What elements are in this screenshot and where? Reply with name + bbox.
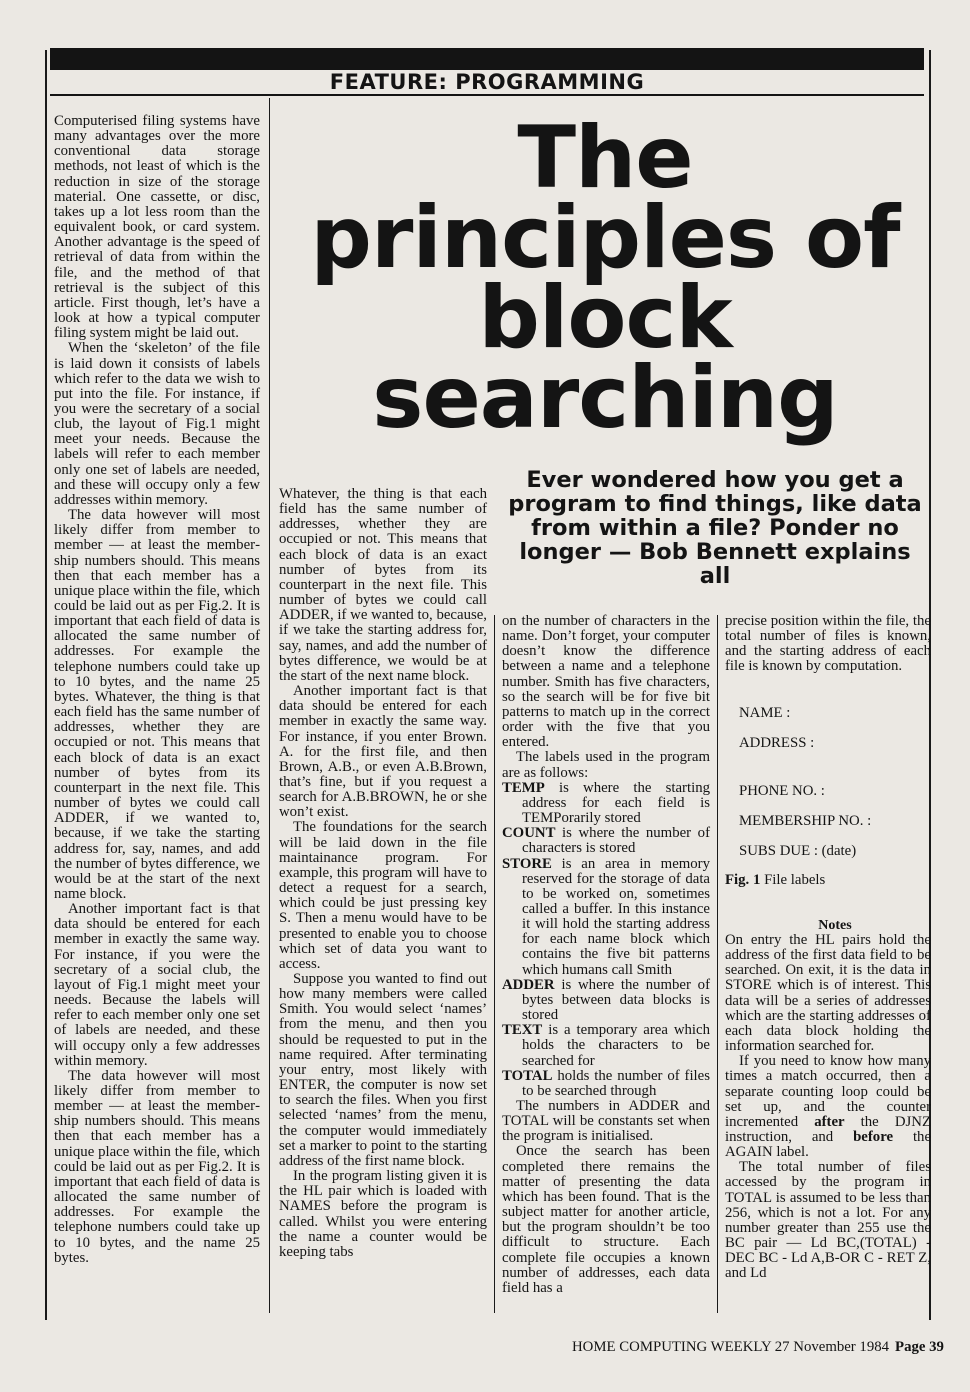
label-desc: is where the starting address for each field is TEMPorarily stored — [522, 779, 711, 827]
form-label: MEMBERSHIP NO. : — [739, 812, 872, 829]
page-number: Page 39 — [895, 1339, 944, 1355]
text-run: If you need to know how many times a match occurred, then a separate counting loop could be set up, and the counter incremented — [725, 1053, 931, 1130]
column-rule-2 — [494, 615, 495, 1313]
form-label: SUBS DUE : (date) — [739, 842, 857, 859]
label-desc: is where the number of bytes between data blocks is stored — [522, 976, 710, 1024]
label-definition — [502, 1023, 710, 1068]
emphasis: after — [814, 1113, 845, 1130]
form-label: ADDRESS : — [739, 734, 815, 751]
label-definition — [502, 826, 710, 856]
column-rule-1 — [269, 98, 270, 1313]
paragraph: When the ‘skeleton’ of the file is laid down it consists of labels which refer to the data we wish to put into the file. For instance, if you were the secretary of a social club, the layout of Fig.1 might meet your needs. Because the labels will refer to each member only one set of labels are needed, and these will occupy only a few addresses within memory. — [54, 340, 260, 508]
paragraph: The labels used in the program are as follows: — [502, 749, 710, 781]
column-2 — [279, 487, 487, 1260]
section-header: FEATURE: PROGRAMMING — [50, 70, 924, 96]
paragraph: Another important fact is that data should be entered for each member in exactly the same way. For instance, if you enter Brown. A. for the first file, and then Brown, A.B., or even A.B.Brown, that’s fine, but if you request a search for A.B.BROWN, he or she won’t exist. — [279, 683, 487, 821]
form-label: PHONE NO. : — [739, 782, 825, 799]
label-desc: holds the number of files to be searched through — [522, 1067, 710, 1099]
label-term: TEXT — [502, 1022, 543, 1039]
paragraph: The numbers in ADDER and TOTAL will be constants set when the program is initialised. — [502, 1098, 710, 1145]
label-term: TEMP — [502, 779, 545, 796]
label-desc: is a temporary area which holds the characters to be searched for — [522, 1022, 710, 1069]
title-line: block — [478, 268, 732, 368]
header-bar — [50, 48, 924, 70]
column-3 — [502, 614, 710, 1296]
label-term: COUNT — [502, 825, 556, 842]
column-4 — [725, 614, 931, 1282]
title-line: The — [517, 108, 693, 208]
paragraph: Computerised filing systems have many advantages over the more conventional data storage methods, not least of which is the reduction in size of the storage material. One cassette, or disc, takes up a lot less room than the equivalent book, or card system. Another advantage is the speed of retrieval of data from within the file, and the method of that retrieval is the subject of this article. First though, let’s have a look at how a typical computer filing system might be laid out. — [54, 113, 260, 342]
article-title — [285, 108, 925, 448]
fig1-form — [725, 705, 931, 860]
paragraph: On entry the HL pairs hold the address of the first data field to be searched. On exit, it is the data in STORE which is of interest. This data will be a series of addresses which are the starting addresses of each data block holding the information searched for. — [725, 931, 931, 1055]
paragraph: The data however will most likely differ from member to member — at least the membership numbers should. This means then that each member has a unique place within the file, which could be laid out as per Fig.2. It is important that each field of data is allocated the same number of addresses. For example the telephone numbers could take up to 10 bytes, and the name 25 bytes. Whatever, the thing is that each field has the same number of addresses, whether they are occupied or not. This means that each block of data is an exact number of bytes from its counterpart in the next file. This number of bytes we could call ADDER, if we wanted to, because, if we take the starting address for, say, names, and add the number of bytes difference, we would be at the start of the next name block. — [54, 507, 260, 902]
paragraph — [725, 1054, 931, 1160]
column-1 — [54, 114, 260, 1266]
text-run: the DJNZ instruction, and — [725, 1113, 931, 1145]
label-definition — [502, 857, 710, 978]
text-run: the AGAIN label. — [725, 1128, 932, 1161]
paragraph: The total number of files accessed by the program in TOTAL is assumed to be less than 256, which is not a lot. For any number greater than 255 use the BC pair — Ld BC,(TOTAL) - DEC BC - Ld A,B-OR C - RET Z, and Ld — [725, 1159, 931, 1282]
paragraph: Whatever, the thing is that each field has the same number of addresses, whether they are occupied or not. This means that each block of data is an exact number of bytes from its counterpart in the next file. This number of bytes we could call ADDER, if we wanted to, because, if we take the starting address for, say, names, and add the number of bytes difference, we would be at the start of the next name block. — [279, 486, 487, 684]
label-definition — [502, 781, 710, 826]
form-label: NAME : — [739, 704, 791, 721]
paragraph: The data however will most likely differ from member to member — at least the membership numbers should. This means then that each member has a unique place within the file, which could be laid out as per Fig.2. It is important that each field of data is allocated the same number of addresses. For example the telephone numbers could take up to 10 bytes, and the name 25 bytes. — [54, 1067, 260, 1266]
publication-line: HOME COMPUTING WEEKLY 27 November 1984 — [572, 1339, 890, 1355]
label-definition — [502, 978, 710, 1023]
figure-caption-text: File labels — [764, 871, 826, 888]
paragraph: Once the search has been completed there remains the matter of presenting the data which has been found. That is the subject matter for another article, but the program shouldn’t be too difficult to structure. Each complete file occupies a known number of addresses, each data field has a — [502, 1143, 710, 1296]
paragraph: on the number of characters in the name. Don’t forget, your computer doesn’t know the difference between a name and a telephone number. Smith has five characters, so the search will be for five bit patterns to match up in the correct order with the five that you entered. — [502, 613, 710, 751]
emphasis: before — [853, 1128, 894, 1145]
column-rule-3 — [717, 615, 718, 1313]
paragraph: precise position within the file, the total number of files is known, and the starting address of each file is known by computation. — [725, 613, 931, 675]
paragraph: Another important fact is that data should be entered for each member in exactly the same way. For instance, if you were the secretary of a social club, the layout of Fig.1 might meet your needs. Because the labels will refer to each member only one set of labels are needed, and these will occupy only a few addresses within memory. — [54, 901, 260, 1069]
figure-caption — [725, 873, 931, 888]
label-desc: is where the number of characters is stored — [522, 825, 710, 857]
title-line: searching — [372, 348, 838, 448]
label-definition — [502, 1069, 710, 1099]
title-line: principles of — [310, 188, 900, 288]
paragraph: The foundations for the search will be laid down in the file maintainance program. For example, this program will have to detect a request for a search, which could be just pressing key S. Then a menu would have to be presented to enable you to choose which set of data you want to access. — [279, 819, 487, 972]
page-border-left — [45, 50, 47, 1320]
label-term: ADDER — [502, 976, 555, 993]
page-footer — [572, 1339, 944, 1355]
label-term: TOTAL — [502, 1067, 553, 1084]
notes-heading: Notes — [818, 917, 852, 933]
standfirst: Ever wondered how you get a program to find things, like data from within a file? Ponder no longer — Bob Bennett explains all — [508, 467, 922, 589]
paragraph: Suppose you wanted to find out how many members were called Smith. You would select ‘names’ from the menu, and then you should be requested to put in the name required. After terminating your entry, most likely with ENTER, the computer is now set to search the files. When you first selected ‘names’ from the menu, the computer would immediately set a marker to point to the starting address of the first name block. — [279, 971, 487, 1169]
label-term: STORE — [502, 855, 552, 872]
paragraph: In the program listing given it is the HL pair which is loaded with NAMES before the program is called. Whilst you were entering the name a counter would be keeping tabs — [279, 1168, 487, 1260]
figure-label: Fig. 1 — [725, 871, 761, 888]
label-desc: is an area in memory reserved for the storage of data to be worked on, sometimes called a buffer. In this instance it will hold the starting address for each name block which contains the five bit patterns which humans call Smith — [522, 855, 710, 978]
